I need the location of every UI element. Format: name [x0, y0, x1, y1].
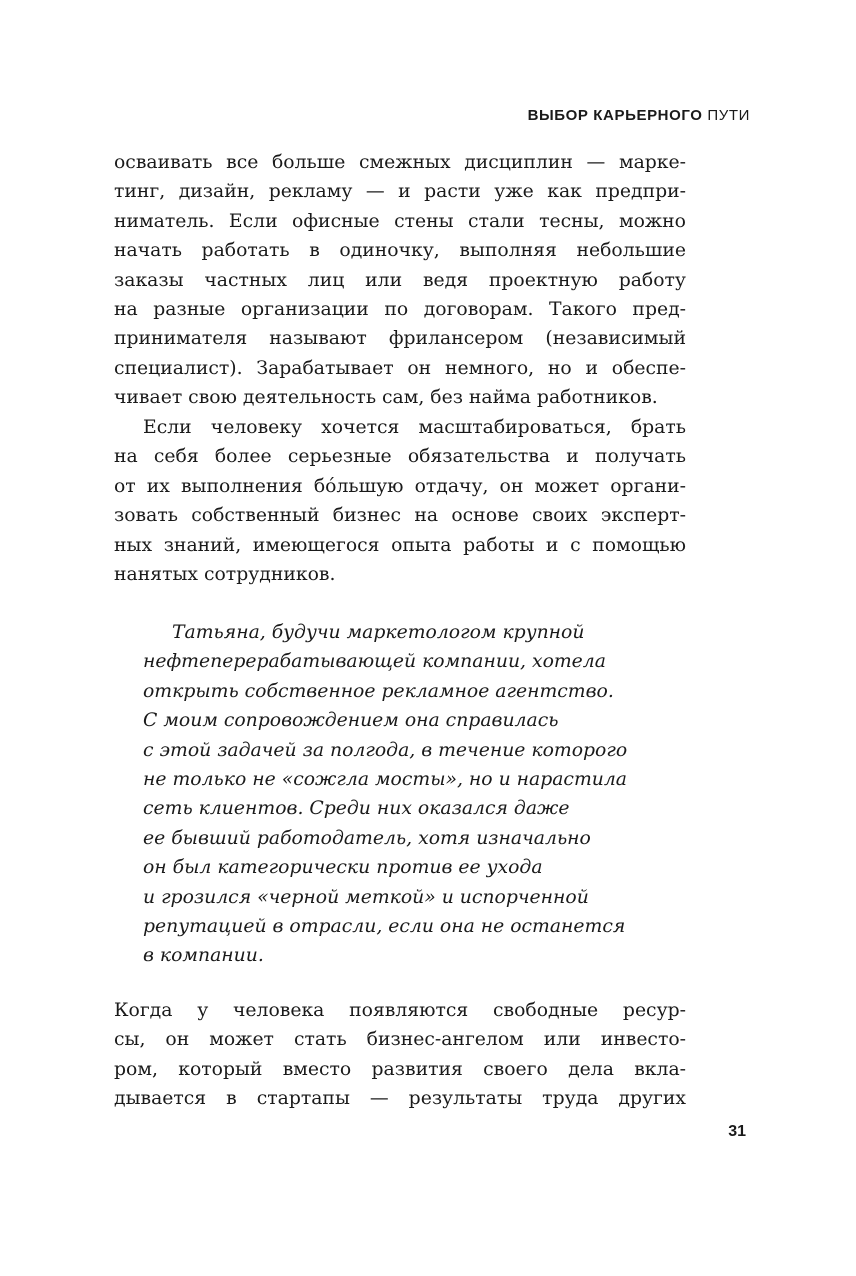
quote-line: открыть собственное рекламное агентство. — [143, 680, 614, 702]
page-number: 31 — [728, 1123, 746, 1140]
quote-line: с этой задачей за полгода, в течение которого — [143, 739, 628, 761]
quote-line: не только не «сожгла мосты», но и нарастила — [143, 769, 628, 791]
text-line: тинг, дизайн, рекламу — и расти уже как предпри- — [114, 181, 686, 203]
text-line: на разные организации по договорам. Такого пред- — [114, 299, 686, 321]
text-line: ниматель. Если офисные стены стали тесны, можно — [114, 210, 686, 232]
quote-line: сеть клиентов. Среди них оказался даже — [143, 798, 570, 820]
text-line: начать работать в одиночку, выполняя небольшие — [114, 240, 686, 262]
text-line: зовать собственный бизнес на основе своих эксперт- — [114, 505, 686, 527]
case-quote — [143, 618, 671, 971]
quote-line: в компании. — [143, 945, 264, 967]
running-head-bold: ВЫБОР КАРЬЕРНОГО — [527, 107, 703, 124]
text-line: чивает свою деятельность сам, без найма работников. — [114, 387, 658, 409]
text-line: заказы частных лиц или ведя проектную работу — [114, 269, 686, 291]
paragraph-2 — [114, 413, 686, 589]
text-line: нанятых сотрудников. — [114, 564, 336, 586]
quote-line: репутацией в отрасли, если она не останется — [143, 916, 626, 938]
text-line: сы, он может стать бизнес-ангелом или инвесто- — [114, 1029, 686, 1051]
text-line: ных знаний, имеющегося опыта работы и с помощью — [114, 534, 686, 556]
text-line: осваивать все больше смежных дисциплин — марке- — [114, 152, 686, 173]
paragraph-1 — [114, 148, 686, 413]
quote-line: нефтеперерабатывающей компании, хотела — [143, 651, 606, 673]
text-line: Когда у человека появляются свободные ресур- — [114, 1000, 686, 1021]
text-line: от их выполнения бо́льшую отдачу, он может органи- — [114, 475, 686, 497]
text-line: специалист). Зарабатывает он немного, но и обеспе- — [114, 357, 686, 379]
quote-line: и грозился «черной меткой» и испорченной — [143, 886, 589, 908]
text-line: принимателя называют фрилансером (независимый — [114, 328, 686, 350]
text-line: Если человеку хочется масштабироваться, брать — [143, 417, 686, 438]
text-line: ром, который вместо развития своего дела вкла- — [114, 1058, 686, 1080]
quote-line: ее бывший работодатель, хотя изначально — [143, 827, 591, 849]
text-line: на себя более серьезные обязательства и получать — [114, 446, 686, 468]
running-head — [528, 107, 750, 125]
quote-line: он был категорически против ее ухода — [143, 857, 543, 879]
text-line: дывается в стартапы — результаты труда других — [114, 1088, 686, 1110]
quote-line: С моим сопровождением она справилась — [143, 710, 559, 732]
paragraph-3 — [114, 996, 686, 1114]
running-head-normal: ПУТИ — [707, 107, 750, 124]
quote-line: Татьяна, будучи маркетологом крупной — [172, 622, 585, 643]
